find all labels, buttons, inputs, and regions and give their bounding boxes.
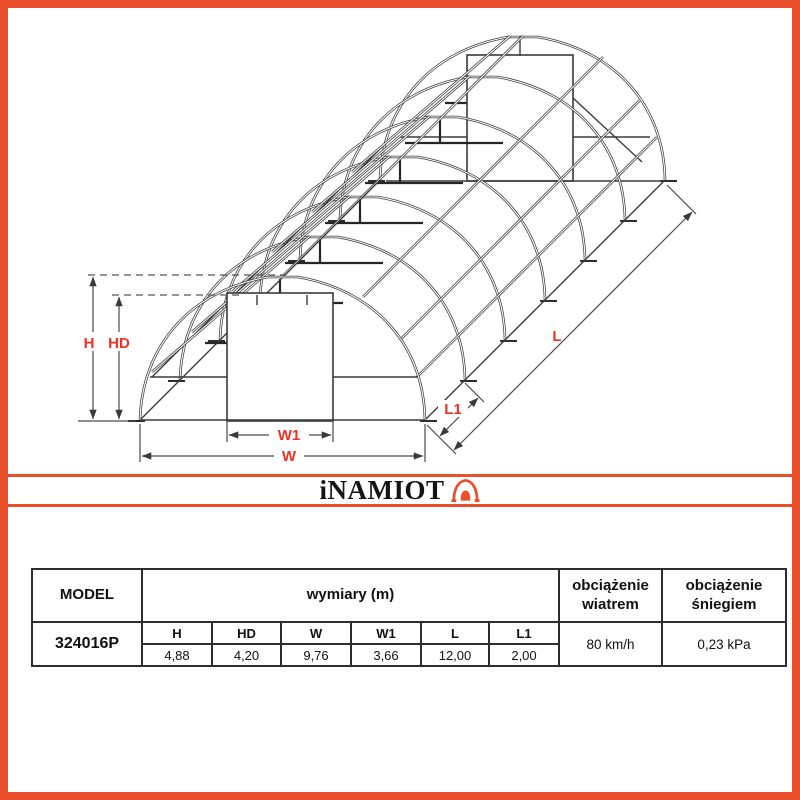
label-H: H bbox=[83, 335, 95, 352]
dim-value-l1: 2,00 bbox=[489, 644, 559, 666]
dim-header-w: W bbox=[281, 622, 351, 644]
table-header-row bbox=[32, 569, 786, 622]
label-W: W bbox=[281, 448, 297, 465]
dim-header-l1: L1 bbox=[489, 622, 559, 644]
rear-door bbox=[467, 55, 573, 181]
dim-header-l: L bbox=[421, 622, 489, 644]
dim-value-w1: 3,66 bbox=[351, 644, 421, 666]
table-subheader-row bbox=[32, 622, 786, 644]
tent-arch-icon bbox=[450, 477, 481, 503]
label-W1: W1 bbox=[277, 427, 301, 444]
logo-band-bottom-rule bbox=[8, 504, 792, 507]
tent-frame-diagram bbox=[8, 8, 792, 476]
dim-header-w1: W1 bbox=[351, 622, 421, 644]
dim-value-h: 4,88 bbox=[142, 644, 212, 666]
dim-value-w: 9,76 bbox=[281, 644, 351, 666]
snow-load-value: 0,23 kPa bbox=[662, 622, 786, 666]
dim-header-h: H bbox=[142, 622, 212, 644]
header-wind-load: obciążenie wiatrem bbox=[559, 569, 662, 622]
header-dimensions: wymiary (m) bbox=[142, 569, 559, 622]
label-L: L bbox=[552, 328, 562, 345]
model-value: 324016P bbox=[32, 622, 142, 666]
dim-value-hd: 4,20 bbox=[212, 644, 281, 666]
dim-header-hd: HD bbox=[212, 622, 281, 644]
logo-band bbox=[8, 476, 792, 504]
label-HD: HD bbox=[108, 335, 130, 352]
front-door bbox=[227, 293, 333, 421]
label-L1: L1 bbox=[444, 401, 462, 418]
header-snow-load: obciążenie śniegiem bbox=[662, 569, 786, 622]
brand-logo-text: iNAMIOT bbox=[319, 474, 445, 505]
spec-table bbox=[31, 568, 787, 667]
dim-value-l: 12,00 bbox=[421, 644, 489, 666]
wind-load-value: 80 km/h bbox=[559, 622, 662, 666]
header-model: MODEL bbox=[32, 569, 142, 622]
